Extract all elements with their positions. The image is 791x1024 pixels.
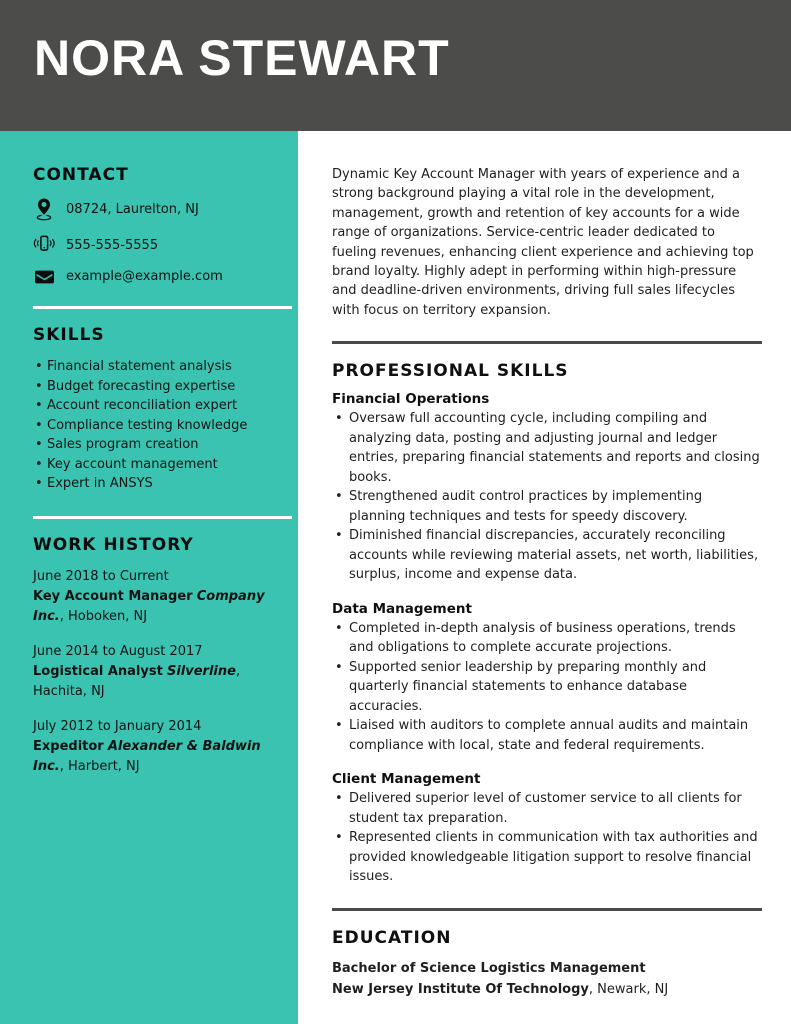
education-degree: Bachelor of Science Logistics Management: [332, 960, 646, 976]
job-company: Alexander & Baldwin Inc.: [33, 738, 261, 774]
sidebar: [0, 131, 298, 1024]
main-content: [298, 131, 791, 1024]
work-history-entry: [33, 642, 274, 702]
job-location: , Harbert, NJ: [59, 758, 140, 774]
job-dates: June 2014 to August 2017: [33, 643, 203, 659]
job-company: Silverline: [166, 663, 236, 679]
skill-item: • Key account management: [33, 455, 274, 475]
skill-item: • Expert in ANSYS: [33, 474, 274, 494]
skills-group-title: Client Management: [332, 771, 481, 788]
job-dates: June 2018 to Current: [33, 568, 169, 584]
skills-list: [33, 357, 274, 494]
bullet-item: • Strengthened audit control practices by implementing planning techniques and tests for speedy discovery.: [332, 487, 762, 526]
bullet-item: • Oversaw full accounting cycle, including compiling and analyzing data, posting and adjusting journal and ledger entries, preparing financial statements and reports and closing books.: [332, 409, 762, 487]
job-company: Company Inc.: [33, 588, 265, 624]
bullet-item: • Diminished financial discrepancies, accurately reconciling accounts while reviewing material assets, net worth, liabilities, surplus, income and expense data.: [332, 526, 762, 585]
bullet-item: • Represented clients in communication with tax authorities and provided knowledgeable litigation support to resolve financial issues.: [332, 828, 762, 887]
education-school-line: [332, 979, 762, 1000]
sidebar-divider: [33, 516, 292, 519]
job-dates: July 2012 to January 2014: [33, 718, 202, 734]
skills-group-title: Financial Operations: [332, 391, 490, 408]
skills-section-title: SKILLS: [33, 325, 105, 345]
email-icon: [33, 270, 55, 284]
bullet-item: • Completed in-depth analysis of business operations, trends and obligations to complete accurate projections.: [332, 619, 762, 658]
candidate-name: NORA STEWART: [34, 30, 450, 86]
contact-row-email: [33, 269, 274, 284]
skill-item: • Sales program creation: [33, 435, 274, 455]
work-history-entry: [33, 717, 274, 777]
skill-item: • Account reconciliation expert: [33, 396, 274, 416]
education-school: New Jersey Institute Of Technology: [332, 981, 589, 997]
phone-icon: [33, 234, 55, 256]
skill-item: • Financial statement analysis: [33, 357, 274, 377]
skills-group-client-management: [332, 771, 762, 887]
contact-address: 08724, Laurelton, NJ: [66, 201, 199, 217]
skills-group-bullets: [332, 789, 762, 887]
skill-item: • Compliance testing knowledge: [33, 416, 274, 436]
work-history-entry: [33, 567, 274, 627]
education-title: EDUCATION: [332, 927, 452, 948]
skills-group-title: Data Management: [332, 600, 472, 617]
skill-item: • Budget forecasting expertise: [33, 377, 274, 397]
bullet-item: • Supported senior leadership by preparing monthly and quarterly financial statements to enhance database accuracies.: [332, 658, 762, 717]
job-title: Expeditor: [33, 738, 104, 754]
bullet-item: • Delivered superior level of customer service to all clients for student tax preparation.: [332, 789, 762, 828]
job-location: , Hoboken, NJ: [59, 608, 148, 624]
section-divider: [332, 341, 762, 344]
education-school-location: , Newark, NJ: [588, 981, 669, 997]
skills-group-bullets: [332, 409, 762, 585]
sidebar-divider: [33, 306, 292, 309]
contact-phone: 555-555-5555: [66, 237, 159, 253]
location-pin-icon: [33, 197, 55, 221]
contact-section-title: CONTACT: [33, 165, 129, 185]
skills-group-financial-operations: [332, 391, 762, 585]
work-history-section-title: WORK HISTORY: [33, 534, 194, 555]
job-location: , Hachita, NJ: [33, 663, 241, 699]
contact-row-address: [33, 197, 274, 221]
bullet-item: • Liaised with auditors to complete annual audits and maintain compliance with local, state and federal requirements.: [332, 716, 762, 755]
contact-row-phone: [33, 234, 274, 256]
professional-summary: Dynamic Key Account Manager with years of experience and a strong background playing a vital role in the development, management, growth and retention of key accounts for a wide range of organizations. Service-centric leader dedicated to fueling revenues, enhancing client experience and achieving top brand loyalty. Highly adept in performing within high-pressure and deadline-driven environments, driving full sales lifecycles with focus on territory expansion.: [332, 167, 754, 318]
job-title: Key Account Manager: [33, 588, 193, 604]
professional-skills-title: PROFESSIONAL SKILLS: [332, 361, 569, 382]
resume-header: [0, 0, 791, 131]
skills-group-data-management: [332, 601, 762, 756]
skills-group-bullets: [332, 619, 762, 756]
contact-email: example@example.com: [66, 269, 223, 284]
section-divider: [332, 908, 762, 911]
job-title: Logistical Analyst: [33, 663, 163, 679]
